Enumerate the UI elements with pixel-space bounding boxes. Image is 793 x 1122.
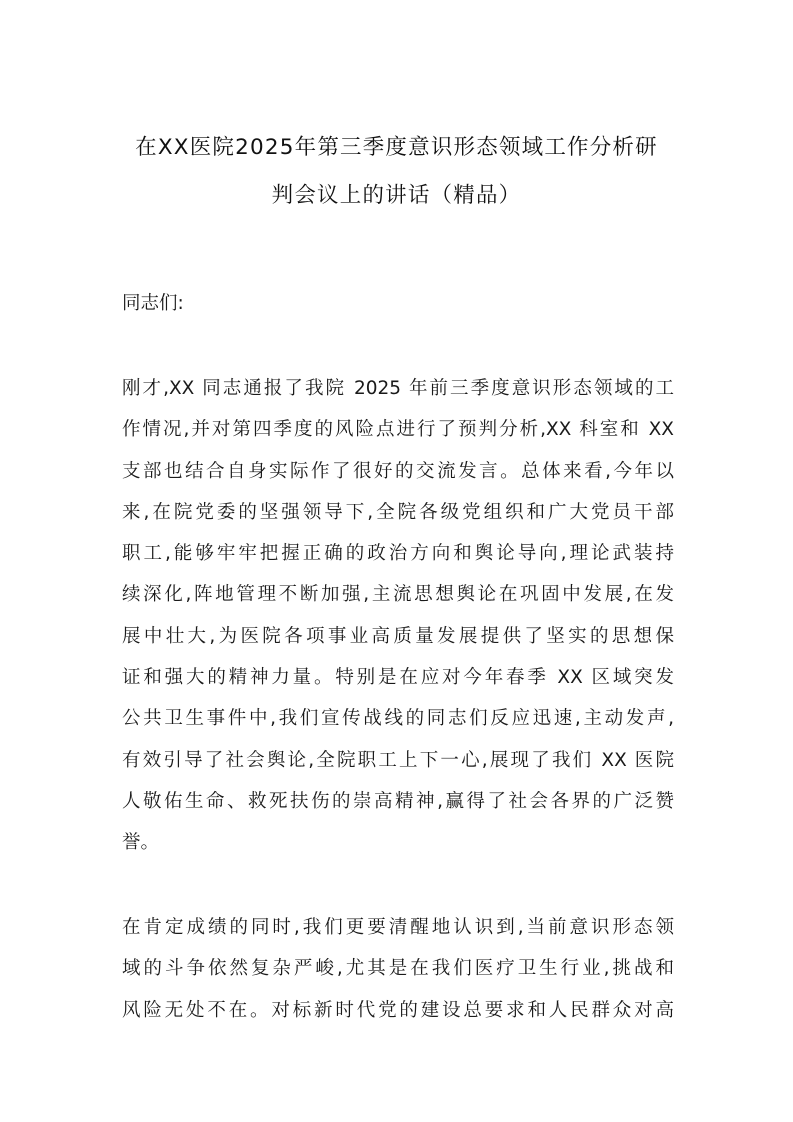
document-title [100,124,693,220]
paragraph-line: 刚才,XX 同志通报了我院 2025 年前三季度意识形态领域的工 [122,378,674,399]
paragraph-line: 续深化,阵地管理不断加强,主流思想舆论在巩固中发展,在发 [122,584,674,606]
paragraph-line: 作情况,并对第四季度的风险点进行了预判分析,XX 科室和 XX [122,419,674,441]
paragraph-line: 域的斗争依然复杂严峻,尤其是在我们医疗卫生行业,挑战和 [122,958,674,980]
title-line-1: 在XX医院2025年第三季度意识形态领域工作分析研 [135,135,658,160]
greeting [122,283,674,324]
paragraph-line: 风险无处不在。对标新时代党的建设总要求和人民群众对高 [122,999,674,1021]
paragraph-line: 有效引导了社会舆论,全院职工上下一心,展现了我们 XX 医院 [122,749,674,771]
paragraph-line: 来,在院党委的坚强领导下,全院各级党组织和广大党员干部 [122,501,674,523]
paragraph-line: 证和强大的精神力量。特别是在应对今年春季 XX 区域突发 [122,667,674,689]
paragraph-2 [122,907,674,1031]
paragraph-1 [122,368,674,864]
paragraph-line: 誉。 [122,832,160,854]
paragraph-line: 公共卫生事件中,我们宣传战线的同志们反应迅速,主动发声, [122,708,674,730]
paragraph-line: 职工,能够牢牢把握正确的政治方向和舆论导向,理论武装持 [122,543,674,565]
greeting-text: 同志们: [122,293,184,314]
title-line-2: 判会议上的讲话（精品） [271,183,522,208]
paragraph-line: 展中壮大,为医院各项事业高质量发展提供了坚实的思想保 [122,625,674,647]
paragraph-line: 在肯定成绩的同时,我们更要清醒地认识到,当前意识形态领 [122,917,674,938]
paragraph-line: 人敬佑生命、救死扶伤的崇高精神,赢得了社会各界的广泛赞 [122,790,674,812]
paragraph-line: 支部也结合自身实际作了很好的交流发言。总体来看,今年以 [122,460,674,482]
